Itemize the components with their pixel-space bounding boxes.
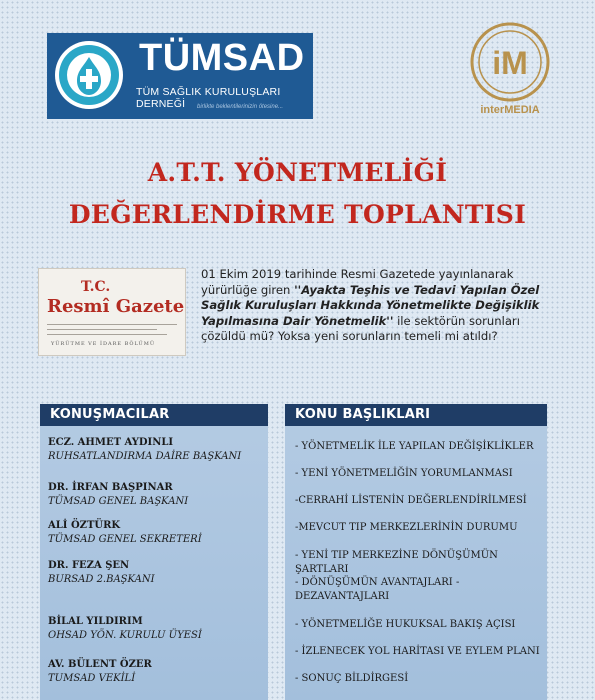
topic-item: - YENİ TIP MERKEZİNE DÖNÜŞÜMÜN ŞARTLARI — [295, 550, 498, 575]
tumsad-name: TÜMSAD — [139, 37, 305, 79]
intermedia-monogram: iM — [492, 45, 528, 81]
speaker-name: DR. İRFAN BAŞPINAR — [48, 482, 173, 493]
tumsad-logo — [47, 33, 313, 119]
gazette-name: Resmî Gazete — [47, 296, 185, 317]
speaker-name: DR. FEZA ŞEN — [48, 560, 130, 571]
topics-header: KONU BAŞLIKLARI — [285, 404, 547, 426]
intro-text-1: 01 Ekim 2019 tarihinde Resmi Gazetede yayınlanarak yürürlüğe giren — [201, 267, 514, 297]
speaker-role: TUMSAD VEKİLİ — [48, 673, 136, 684]
topic-item: - YENİ YÖNETMELİĞİN YORUMLANMASI — [295, 468, 513, 479]
speaker-item — [48, 616, 202, 641]
gazette-tc: T.C. — [81, 279, 111, 295]
speaker-role: BURSAD 2.BAŞKANI — [48, 574, 155, 585]
topics-panel — [285, 404, 547, 700]
speaker-item — [48, 482, 188, 507]
intermedia-name: interMEDIA — [480, 104, 540, 116]
speaker-role: TÜMSAD GENEL SEKRETERİ — [48, 534, 202, 545]
tumsad-subtitle: TÜM SAĞLIK KURULUŞLARI DERNEĞİ — [136, 86, 281, 110]
topic-item: - YÖNETMELİĞE HUKUKSAL BAKIŞ AÇISI — [295, 619, 516, 630]
topic-item: - SONUÇ BİLDİRGESİ — [295, 673, 409, 684]
speakers-panel — [40, 404, 268, 700]
title-line-2: DEĞERLENDİRME TOPLANTISI — [68, 200, 527, 229]
topic-item: -MEVCUT TIP MERKEZLERİNİN DURUMU — [295, 522, 518, 533]
topic-item: - DÖNÜŞÜMÜN AVANTAJLARI - DEZAVANTAJLARI — [295, 577, 460, 602]
gazette-footer: YÜRÜTME VE İDARE BÖLÜMÜ — [51, 341, 156, 347]
tumsad-emblem-icon — [53, 39, 125, 111]
topic-item: -CERRAHİ LİSTENİN DEĞERLENDİRİLMESİ — [295, 495, 527, 506]
speaker-name: ECZ. AHMET AYDINLI — [48, 437, 174, 448]
speaker-name: AV. BÜLENT ÖZER — [48, 659, 152, 670]
resmi-gazete-image — [38, 268, 186, 356]
intro-text-2: ile sektörün sorunları çözüldü mü? Yoksa yeni sorunların temeli mi atıldı? — [201, 313, 520, 344]
topic-item: - YÖNETMELİK İLE YAPILAN DEĞİŞİKLİKLER — [295, 441, 534, 452]
speaker-item — [48, 437, 241, 462]
speaker-role: RUHSATLANDIRMA DAİRE BAŞKANI — [48, 451, 242, 462]
title-line-1: A.T.T. YÖNETMELİĞİ — [147, 158, 448, 187]
speaker-role: OHSAD YÖN. KURULU ÜYESİ — [48, 630, 202, 641]
intro-regulation-title: ''Ayakta Teşhis ve Tedavi Yapılan Özel Sağlık Kuruluşları Hakkında Yönetmelikte Değişiklik Yapılmasına Dair Yönetmelik'' — [201, 282, 540, 328]
speakers-header: KONUŞMACILAR — [40, 404, 268, 426]
speaker-item — [48, 520, 202, 545]
speaker-name: ALİ ÖZTÜRK — [48, 520, 121, 531]
topic-item: - İZLENECEK YOL HARİTASI VE EYLEM PLANI — [295, 646, 540, 657]
speaker-name: BİLAL YILDIRIM — [48, 616, 143, 627]
speaker-role: TÜMSAD GENEL BAŞKANI — [48, 496, 189, 507]
speaker-item — [48, 560, 155, 585]
intro-paragraph — [201, 267, 559, 345]
speaker-item — [48, 659, 152, 684]
tumsad-slogan: birlikte beklentilerinizin ötesine... — [197, 104, 284, 110]
